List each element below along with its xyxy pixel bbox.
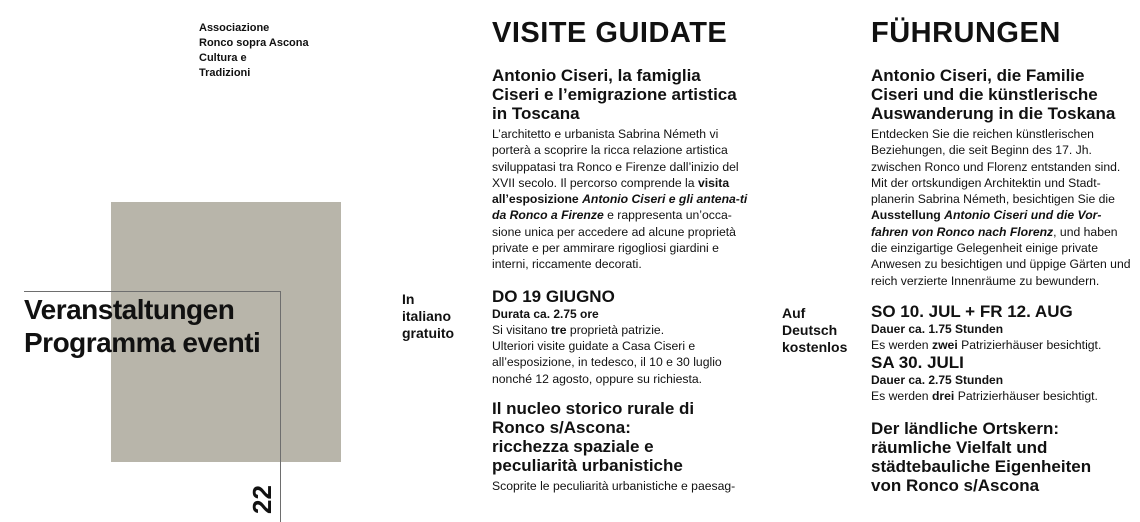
italian-event2-title <box>492 399 754 475</box>
title-line: Il nucleo storico rurale di <box>492 398 695 418</box>
cover-title <box>24 293 260 359</box>
text-span: Es werden <box>871 389 932 404</box>
german-duration-1: Dauer ca. 1.75 Stunden <box>871 321 1004 336</box>
text-span-bold: zwei <box>931 337 958 352</box>
italian-duration: Durata ca. 2.75 ore <box>492 306 599 321</box>
text-span: L’architetto e urbanista Sabrina Németh vi porterà a scoprire la ricca relazione artistica sviluppatasi tra Ronco e Firenze dall’inizio del XVII secolo. Il percorso comprende la <box>492 127 739 190</box>
german-date-2: SA 30. JULI <box>871 353 964 373</box>
cover-title-line: Programma eventi <box>24 327 261 358</box>
italian-language-tag <box>402 291 454 342</box>
text-span: Entdecken Sie die reichen künstlerischen Beziehungen, die seit Beginn des 17. Jh. zwischen Ronco und Florenz entstanden sind. Mit der ortskundigen Architektin und Stadt-planerin Sabrina Németh, besichtigen Sie die <box>871 127 1121 207</box>
title-line: Ciseri e l’emigrazione artistica <box>492 85 737 104</box>
german-column <box>871 18 1133 495</box>
association-name <box>199 21 339 81</box>
text-span: , und haben die einzigartige Gelegenheit einige private Anwesen zu besichtigen und üppige Gärten und reich verzierte Innenräume zu bewundern. <box>871 224 1131 288</box>
title-line: Antonio Ciseri, la famiglia <box>492 66 701 85</box>
german-event1-text <box>871 126 1133 289</box>
text-span: Si visitano <box>492 322 551 337</box>
german-visit-line-1 <box>871 337 1133 353</box>
title-line: Auswanderung in die Toskana <box>871 104 1116 123</box>
lang-tag-line: gratuito <box>402 325 455 341</box>
italian-header: VISITE GUIDATE <box>492 17 728 49</box>
german-visit-line-2 <box>871 388 1133 404</box>
text-span-bold-italic: Antonio Ciseri e gli antena-ti da Ronco a Firenze <box>492 192 748 223</box>
association-line: Ronco sopra Ascona <box>199 37 309 49</box>
text-span: e rappresenta un’occa-sione unica per accedere ad alcune proprietà private e per ammirare rigogliosi giardini e interni, riccamente decorati. <box>492 208 736 272</box>
text-span-bold-italic: Antonio Ciseri und die Vor-fahren von Ronco nach Florenz <box>871 208 1102 239</box>
german-event2-title <box>871 419 1133 495</box>
title-line: Ciseri und die künstlerische <box>871 85 1098 104</box>
lang-tag-line: Auf <box>782 305 806 321</box>
german-header: FÜHRUNGEN <box>871 17 1061 49</box>
title-line: in Toscana <box>492 104 580 123</box>
italian-column <box>492 18 754 494</box>
german-duration-2: Dauer ca. 2.75 Stunden <box>871 373 1004 388</box>
title-line: räumliche Vielfalt und <box>871 437 1048 457</box>
cover-title-line: Veranstaltungen <box>24 294 235 325</box>
title-line: ricchezza spaziale e <box>492 436 654 456</box>
italian-visit-line <box>492 322 754 338</box>
italian-event1-title <box>492 66 754 123</box>
text-span-bold: tre <box>550 322 567 337</box>
lang-tag-line: italiano <box>402 308 452 324</box>
text-span: Patrizierhäuser besichtigt. <box>954 389 1098 404</box>
text-span: Patrizierhäuser besichtigt. <box>957 337 1102 352</box>
text-span-bold: visita all’esposizione <box>492 175 730 207</box>
german-event1-title <box>871 66 1133 123</box>
title-line: städtebauliche Eigenheiten <box>871 456 1092 476</box>
title-line: Ronco s/Ascona: <box>492 417 631 437</box>
german-date-1: SO 10. JUL + FR 12. AUG <box>871 301 1073 321</box>
title-line: peculiarità urbanistiche <box>492 455 683 475</box>
association-line: Cultura e <box>199 52 247 64</box>
association-line: Associazione <box>199 22 270 34</box>
lang-tag-line: kostenlos <box>782 339 848 355</box>
italian-event2-text: Scoprite le peculiarità urbanistiche e paesag- <box>492 478 736 493</box>
italian-event1-text <box>492 126 754 273</box>
text-span: Es werden <box>871 337 932 352</box>
association-line: Tradizioni <box>199 67 251 79</box>
title-line: Antonio Ciseri, die Familie <box>871 66 1085 85</box>
text-span-bold: Ausstellung <box>871 208 945 223</box>
italian-date: DO 19 GIUGNO <box>492 286 615 306</box>
italian-further-visits: Ulteriori visite guidate a Casa Ciseri e all’esposizione, in tedesco, il 10 e 30 luglio nonché 12 agosto, oppure su richiesta. <box>492 338 722 386</box>
german-language-tag <box>782 305 847 356</box>
lang-tag-line: In <box>402 291 415 307</box>
title-line: von Ronco s/Ascona <box>871 475 1040 495</box>
text-span: proprietà patrizie. <box>566 322 665 337</box>
cover-year: 22 <box>247 485 277 514</box>
lang-tag-line: Deutsch <box>782 322 838 338</box>
title-line: Der ländliche Ortskern: <box>871 418 1060 438</box>
text-span-bold: drei <box>931 389 955 404</box>
